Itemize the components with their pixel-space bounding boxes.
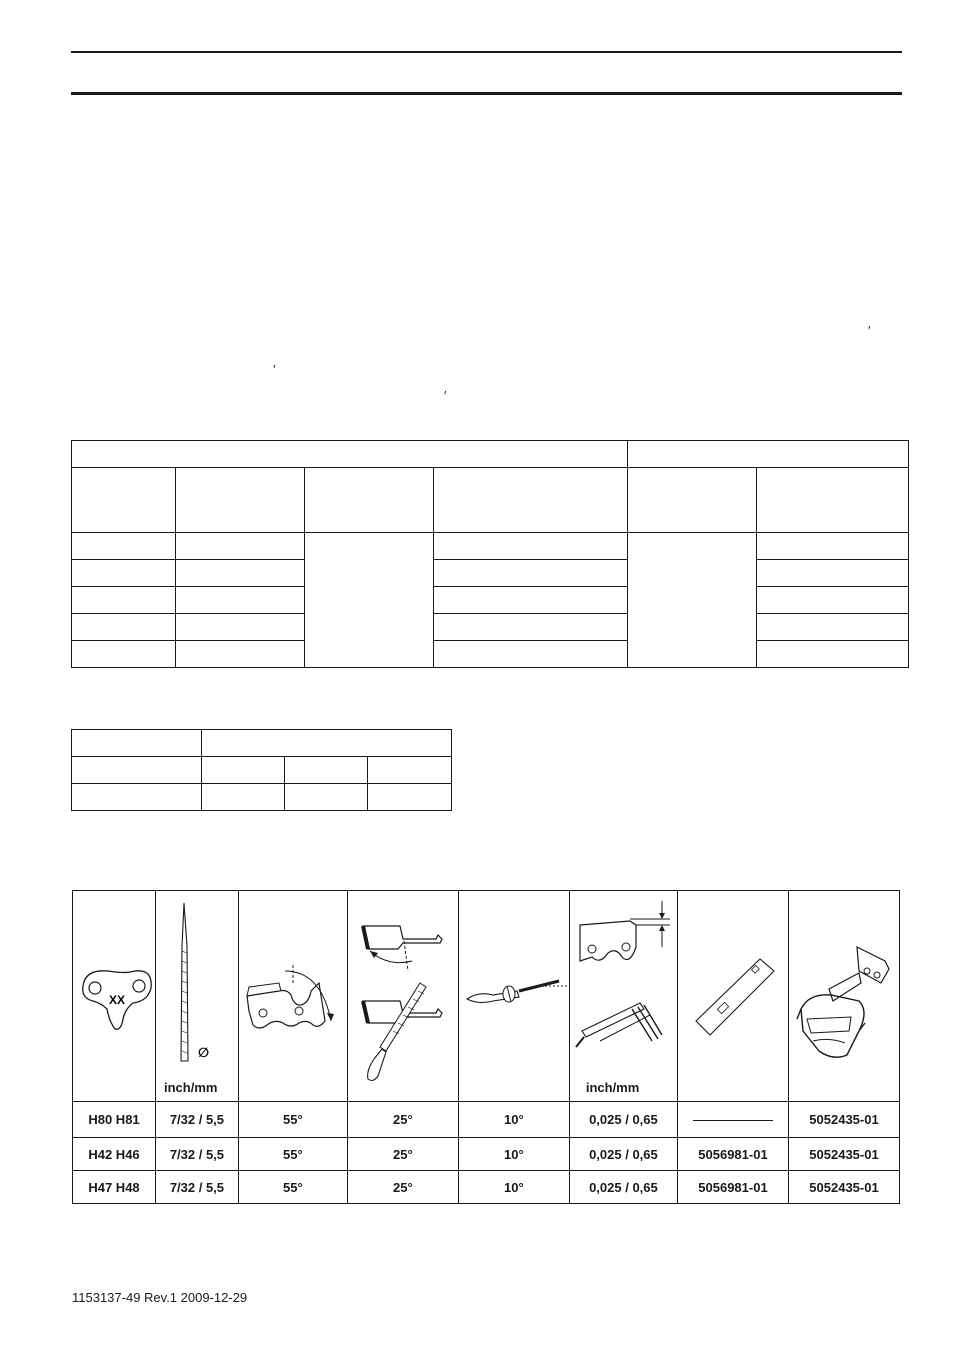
table1-cell: [72, 560, 176, 587]
table1-col: [176, 468, 305, 533]
row-file: 7/32 / 5,5: [156, 1138, 239, 1171]
header-cell-file: [156, 891, 239, 1102]
table1-header-left: [72, 441, 628, 468]
row-angle: 10°: [458, 1102, 569, 1138]
side-plate-angle-icon: [348, 891, 458, 1101]
row-angle: 10°: [458, 1171, 569, 1204]
header-rule-top: [71, 51, 902, 53]
row-model: H47 H48: [73, 1171, 156, 1204]
table1-cell: [434, 533, 628, 560]
table2-cell: [368, 784, 452, 811]
row-tool: 5052435-01: [789, 1138, 900, 1171]
table1-cell: [757, 560, 909, 587]
header-rule-bottom: [71, 92, 902, 95]
header-cell-top-angle: [238, 891, 347, 1102]
header-cell-file-holder: [458, 891, 569, 1102]
table1-col: [628, 468, 757, 533]
row-model: H42 H46: [73, 1138, 156, 1171]
row-angle: 55°: [238, 1102, 347, 1138]
row-angle: 55°: [238, 1171, 347, 1204]
row-angle: 55°: [238, 1138, 347, 1171]
row-tool: 5052435-01: [789, 1102, 900, 1138]
table1-col: [757, 468, 909, 533]
tick-mark: ′: [868, 323, 871, 338]
table2-cell: [72, 757, 202, 784]
row-model: H80 H81: [73, 1102, 156, 1138]
table1-cell: [176, 614, 305, 641]
table1-cell: [72, 614, 176, 641]
table2-cell: [202, 730, 452, 757]
table1-header-right: [628, 441, 909, 468]
spec-table-2: [71, 729, 452, 811]
header-cell-gauge-tool: [677, 891, 788, 1102]
row-depth: 0,025 / 0,65: [569, 1171, 677, 1204]
header-cell-depth-gauge: [569, 891, 677, 1102]
table1-col: [305, 468, 434, 533]
document-id: 1153137-49 Rev.1 2009-12-29: [72, 1290, 248, 1305]
row-angle: 25°: [347, 1138, 458, 1171]
table1-cell: [176, 641, 305, 668]
file-data-table: [72, 890, 900, 1204]
row-gauge: 5056981-01: [677, 1138, 788, 1171]
row-gauge-none: [677, 1102, 788, 1138]
diameter-symbol: ∅: [198, 1046, 210, 1061]
table2-cell: [368, 757, 452, 784]
table1-cell: [434, 560, 628, 587]
round-file-icon: [156, 891, 240, 1071]
tick-mark: ′: [273, 362, 276, 377]
table1-cell: [72, 587, 176, 614]
spec-table-1: [71, 440, 909, 668]
table1-col: [434, 468, 628, 533]
row-file: 7/32 / 5,5: [156, 1102, 239, 1138]
row-angle: 10°: [458, 1138, 569, 1171]
no-gauge-line: [693, 1120, 773, 1121]
depth-gauge-icon: [570, 891, 680, 1071]
tick-mark: ′: [444, 388, 447, 403]
table2-cell: [202, 784, 285, 811]
row-angle: 25°: [347, 1171, 458, 1204]
row-gauge: 5056981-01: [677, 1171, 788, 1204]
unit-label: inch/mm: [164, 1080, 218, 1095]
table1-cell: [176, 560, 305, 587]
row-depth: 0,025 / 0,65: [569, 1102, 677, 1138]
table1-cell: [176, 533, 305, 560]
row-tool: 5052435-01: [789, 1171, 900, 1204]
file-holder-angle-icon: [459, 891, 569, 1101]
header-cell-chain-link: [73, 891, 156, 1102]
chain-link-icon: [73, 891, 155, 1101]
file-guide-icon: [789, 891, 899, 1101]
table1-cell: [757, 533, 909, 560]
depth-gauge-tool-icon: [678, 891, 788, 1101]
unit-label: inch/mm: [585, 1080, 640, 1095]
header-cell-side-angle: [347, 891, 458, 1102]
table1-cell: [72, 533, 176, 560]
header-cell-file-guide: [789, 891, 900, 1102]
link-label: XX: [108, 993, 126, 1007]
table1-cell: [72, 641, 176, 668]
row-angle: 25°: [347, 1102, 458, 1138]
table1-merged-cell: [628, 533, 757, 668]
table2-cell: [285, 757, 368, 784]
row-file: 7/32 / 5,5: [156, 1171, 239, 1204]
table1-cell: [176, 587, 305, 614]
table1-cell: [434, 587, 628, 614]
table2-cell: [285, 784, 368, 811]
table1-col: [72, 468, 176, 533]
row-depth: 0,025 / 0,65: [569, 1138, 677, 1171]
table1-merged-cell: [305, 533, 434, 668]
table1-cell: [757, 641, 909, 668]
table1-cell: [757, 614, 909, 641]
table1-cell: [757, 587, 909, 614]
table1-cell: [434, 614, 628, 641]
table2-cell: [72, 784, 202, 811]
table2-cell: [72, 730, 202, 757]
table1-cell: [434, 641, 628, 668]
table2-cell: [202, 757, 285, 784]
top-plate-angle-icon: [239, 891, 347, 1101]
